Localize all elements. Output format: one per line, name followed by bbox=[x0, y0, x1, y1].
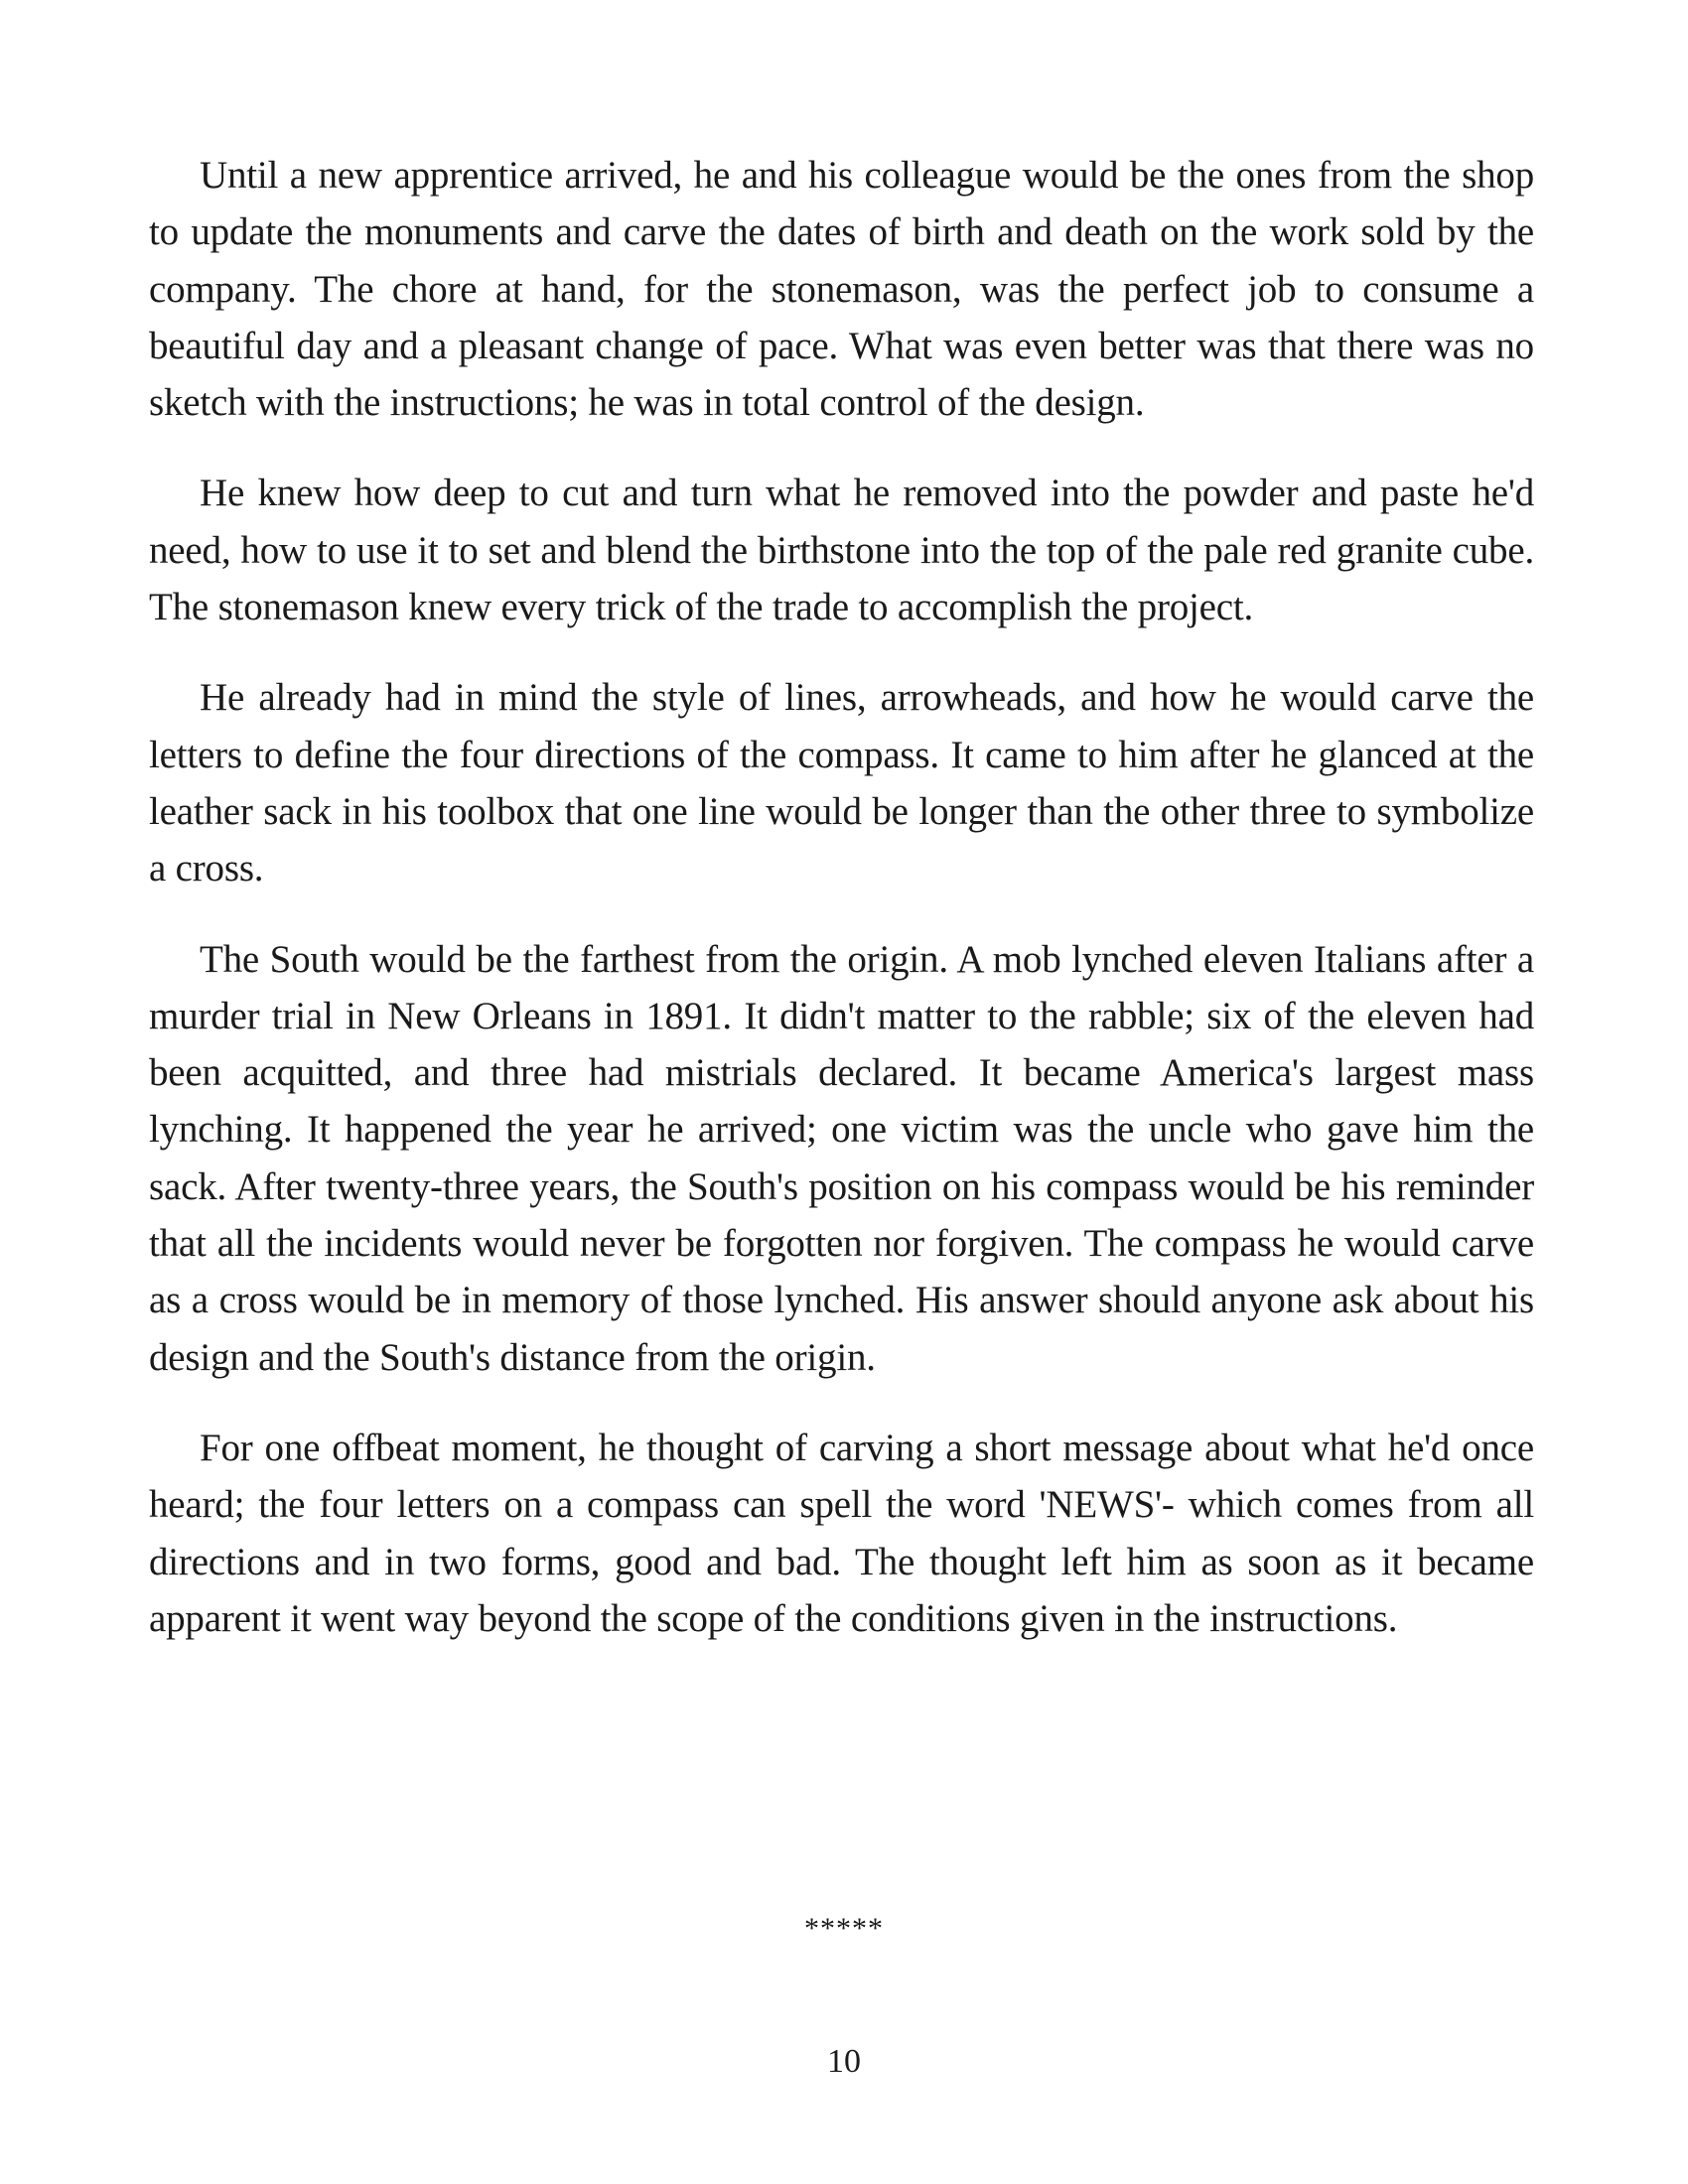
paragraph-4: The South would be the farthest from the origin. A mob lynched eleven Italians after a murder trial in New Orleans in 1891. It didn't matter to the rabble; six of the eleven had been acquitted, and three had mistrials declared. It became America's largest mass lynching. It happened the year he arrived; one victim was the uncle who gave him the sack. After twenty-three years, the South's position on his compass would be his reminder that all the incidents would never be forgotten nor forgiven. The compass he would carve as a cross would be in memory of those lynched. His answer should anyone ask about his design and the South's distance from the origin. bbox=[149, 937, 1534, 1379]
page-number: 10 bbox=[827, 2043, 861, 2080]
paragraph-3: He already had in mind the style of lines, arrowheads, and how he would carve the letters to define the four directions of the compass. It came to him after he glanced at the leather sack in his toolbox that one line would be longer than the other three to symbolize a cross. bbox=[149, 676, 1534, 890]
body-text bbox=[149, 147, 1534, 1681]
paragraph-1: Until a new apprentice arrived, he and his colleague would be the ones from the shop to update the monuments and carve the dates of birth and death on the work sold by the company. The chore at hand, for the stonemason, was the perfect job to consume a beautiful day and a pleasant change of pace. What was even better was that there was no sketch with the instructions; he was in total control of the design. bbox=[149, 154, 1534, 425]
section-separator: ***** bbox=[804, 1912, 884, 1945]
paragraph-2: He knew how deep to cut and turn what he removed into the powder and paste he'd need, how to use it to set and blend the birthstone into the top of the pale red granite cube. The stonemason knew every trick of the trade to accomplish the project. bbox=[149, 472, 1534, 629]
paragraph-5: For one offbeat moment, he thought of carving a short message about what he'd once heard; the four letters on a compass can spell the word 'NEWS'- which comes from all directions and in two forms, good and bad. The thought left him as soon as it became apparent it went way beyond the scope of the conditions given in the instructions. bbox=[149, 1426, 1534, 1640]
